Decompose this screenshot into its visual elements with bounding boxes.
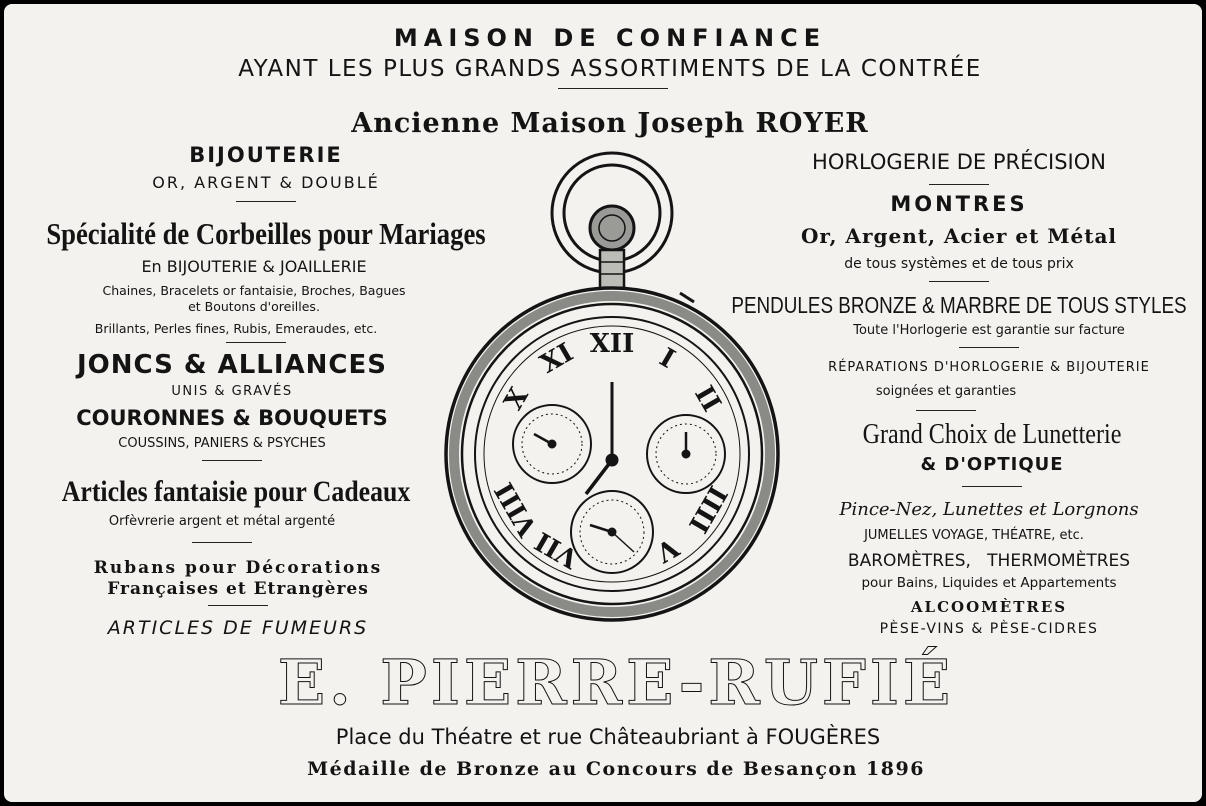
header-line-2: AYANT LES PLUS GRANDS ASSORTIMENTS DE LA CONTRÉE: [238, 56, 982, 82]
left-fumeurs: ARTICLES DE FUMEURS: [107, 617, 369, 639]
left-chaines-2: et Boutons d'oreilles.: [188, 299, 320, 314]
right-pendules: PENDULES BRONZE & MARBRE DE TOUS STYLES: [731, 292, 1187, 318]
left-rubans-1: Rubans pour Décorations: [93, 558, 383, 578]
watch-numeral: XI: [535, 337, 579, 380]
watch-crown: [590, 206, 634, 250]
left-rubans-2: Françaises et Etrangères: [107, 579, 369, 599]
right-garantie: Toute l'Horlogerie est garantie sur facture: [853, 323, 1125, 338]
right-montres: MONTRES: [890, 192, 1028, 216]
right-bains: pour Bains, Liquides et Appartements: [861, 575, 1117, 591]
watch-stem: [600, 250, 624, 288]
watch-numeral: X: [498, 382, 535, 416]
right-optique: & D'OPTIQUE: [920, 454, 1064, 475]
right-lunetterie: Grand Choix de Lunetterie: [862, 419, 1122, 450]
right-jumelles: JUMELLES VOYAGE, THÉATRE, etc.: [864, 528, 1084, 543]
pocket-watch-illustration: [4, 4, 1202, 802]
footer-merchant-name: E. PIERRE-RUFIÉ: [277, 646, 955, 719]
left-chaines-1: Chaines, Bracelets or fantaisie, Broches, Bagues: [102, 283, 406, 298]
footer-address: Place du Théatre et rue Châteaubriant à FOUGÈRES: [335, 725, 881, 749]
left-articles: Articles fantaisie pour Cadeaux: [61, 475, 411, 508]
left-or-argent: OR, ARGENT & DOUBLÉ: [152, 173, 380, 192]
left-en-bijouterie: En BIJOUTERIE & JOAILLERIE: [141, 257, 367, 276]
left-brillants: Brillants, Perles fines, Rubis, Emeraudes, etc.: [94, 321, 378, 336]
watch-numeral: I: [654, 342, 680, 375]
right-systemes: de tous systèmes et de tous prix: [844, 256, 1074, 272]
left-unis: UNIS & GRAVÉS: [171, 384, 293, 399]
watch-numeral: VIII: [489, 476, 544, 542]
advertisement-card: [4, 4, 1202, 802]
watch-numeral: II: [688, 380, 727, 418]
right-soignees: soignées et garanties: [875, 384, 1017, 399]
left-specialite: Spécialité de Corbeilles pour Mariages: [46, 216, 486, 251]
right-reparations: RÉPARATIONS D'HORLOGERIE & BIJOUTERIE: [828, 360, 1150, 375]
left-couronnes: COURONNES & BOUQUETS: [76, 406, 388, 430]
left-orfevrerie: Orfèvrerie argent et métal argenté: [108, 514, 336, 529]
left-joncs: JONCS & ALLIANCES: [77, 350, 387, 380]
watch-numeral: V: [650, 531, 684, 568]
right-horlogerie: HORLOGERIE DE PRÉCISION: [812, 150, 1106, 174]
left-bijouterie: BIJOUTERIE: [189, 143, 343, 167]
watch-numeral: XII: [589, 329, 635, 359]
watch-center-pin: [606, 454, 618, 466]
footer-medal: Médaille de Bronze au Concours de Besançon 1896: [307, 758, 925, 780]
right-or-acier: Or, Argent, Acier et Métal: [801, 224, 1117, 248]
watch-numeral: VII: [530, 525, 584, 574]
watch-numeral: IIII: [682, 480, 733, 538]
right-pince: Pince-Nez, Lunettes et Lorgnons: [839, 499, 1139, 520]
right-pese: PÈSE-VINS & PÈSE-CIDRES: [879, 621, 1099, 637]
left-coussins: COUSSINS, PANIERS & PSYCHES: [118, 436, 326, 451]
header-line-1: MAISON DE CONFIANCE: [393, 24, 827, 52]
right-alcoometres: ALCOOMÈTRES: [910, 598, 1068, 616]
right-barometres: BAROMÈTRES, THERMOMÈTRES: [847, 551, 1131, 571]
header-line-3: Ancienne Maison Joseph ROYER: [351, 108, 869, 139]
watch-pusher: [680, 293, 694, 302]
